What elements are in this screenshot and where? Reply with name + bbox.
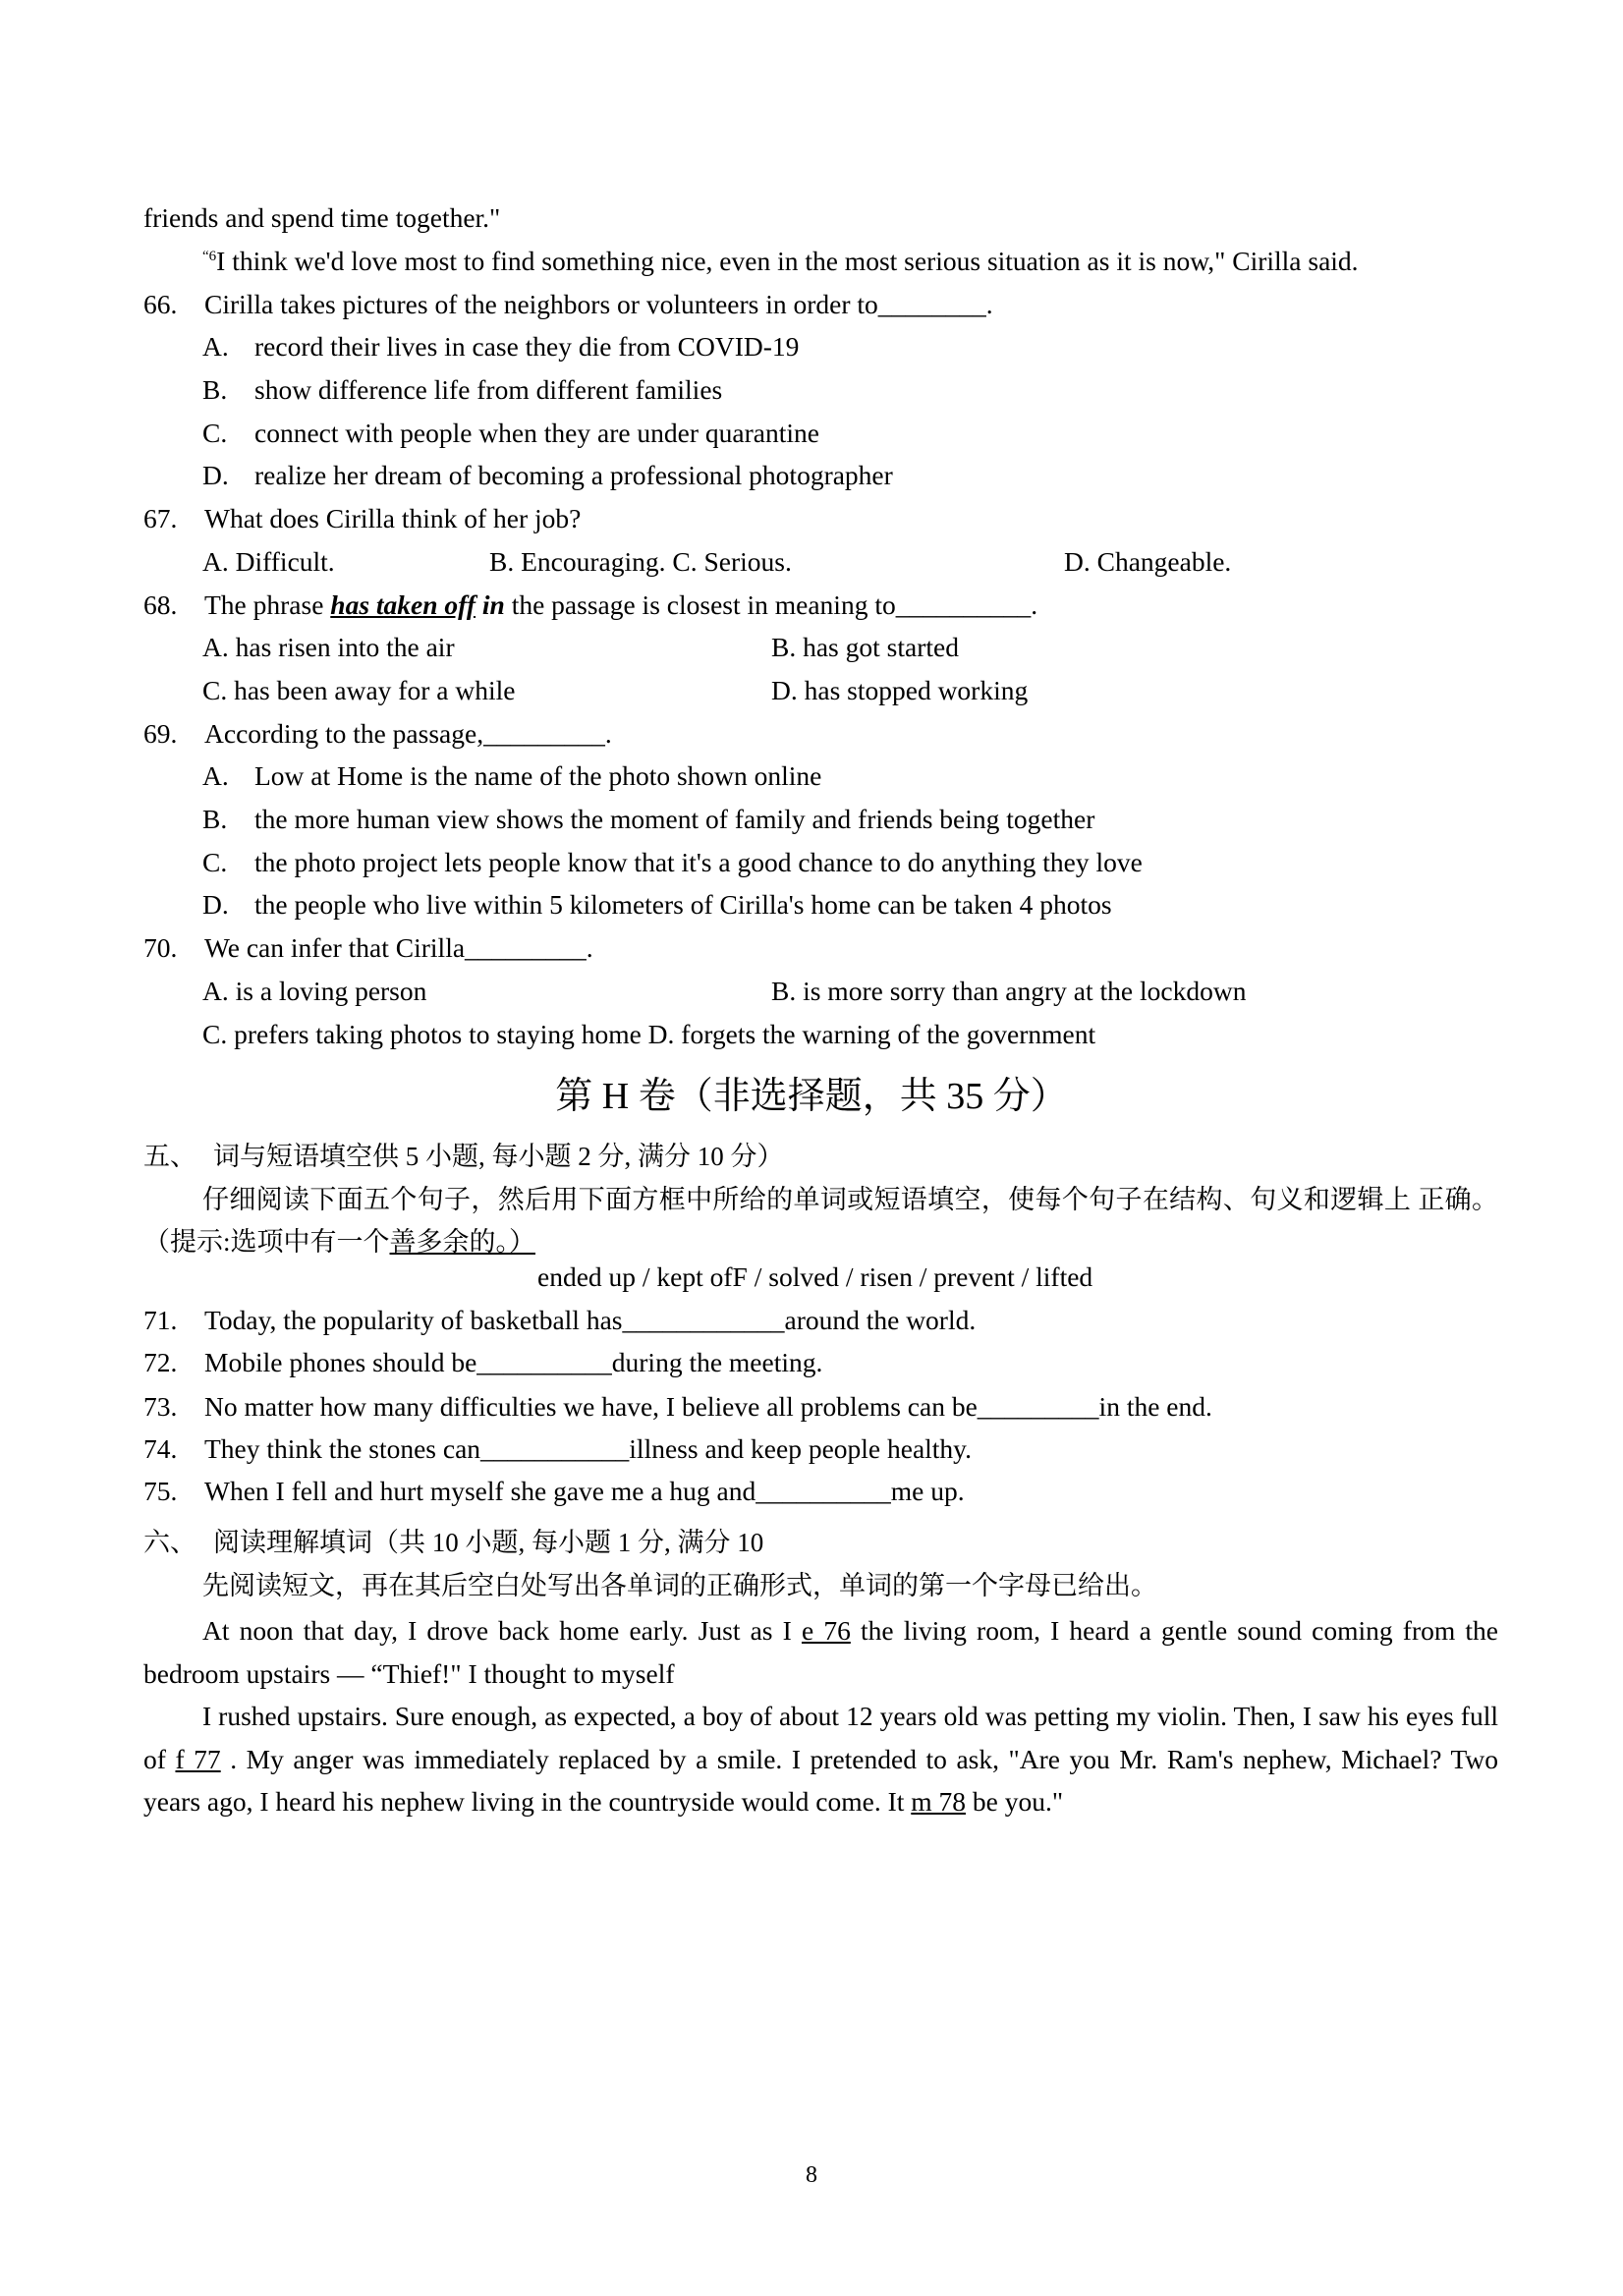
option-letter: A.: [202, 760, 229, 791]
hint-prefix: （提示:选项中有一个: [143, 1227, 390, 1257]
blank-77: f 77: [175, 1744, 221, 1774]
option-a: A. has risen into the air: [202, 632, 455, 662]
word-bank: [0, 1256, 1623, 1299]
paragraph-text: [143, 1738, 1498, 1781]
section-five-header: [0, 1135, 1623, 1178]
options-row: [0, 970, 1623, 1013]
item-text: Today, the popularity of basketball has____________around the world.: [204, 1305, 977, 1335]
text-segment: of: [143, 1744, 176, 1774]
question-stem: Cirilla takes pictures of the neighbors or volunteers in order to________.: [204, 289, 993, 319]
item-number: 71.: [143, 1305, 178, 1335]
option-b: B. is more sorry than angry at the lockdown: [771, 976, 1247, 1006]
item-text: Mobile phones should be__________during the meeting.: [204, 1347, 823, 1377]
paragraph-text: [143, 1780, 1063, 1823]
fill-item-71: [0, 1299, 1623, 1342]
passage-quote-line: [202, 240, 1359, 283]
question-number: 67.: [143, 503, 178, 533]
question-stem: What does Cirilla think of her job?: [204, 503, 582, 533]
option-text: record their lives in case they die from COVID-19: [254, 331, 800, 362]
instruction-text: 仔细阅读下面五个句子，然后用下面方框中所给的单词或短语填空，使每个句子在结构、句义和逻辑上 正确。: [202, 1185, 1498, 1214]
option-b: [0, 798, 1623, 841]
question-67: [0, 497, 1623, 540]
options-row: [0, 540, 1623, 584]
paragraph-line: [0, 1738, 1623, 1781]
item-number: 73.: [143, 1391, 178, 1422]
question-number: 66.: [143, 289, 178, 319]
paragraph-text: bedroom upstairs — “Thief!" I thought to myself: [143, 1658, 675, 1689]
section-title: 词与短语填空供 5 小题, 每小题 2 分, 满分 10 分）: [213, 1142, 784, 1171]
item-text: No matter how many difficulties we have, I believe all problems can be_________in the end.: [204, 1391, 1212, 1422]
paragraph-text: I rushed upstairs. Sure enough, as expected, a boy of about 12 years old was petting my violin. Then, I saw his eyes full: [202, 1701, 1498, 1731]
option-a: [0, 755, 1623, 798]
question-66: [0, 283, 1623, 326]
question-stem: [204, 584, 1037, 627]
highlighted-word: in: [476, 589, 505, 620]
option-text: show difference life from different families: [254, 374, 723, 405]
stem-text: The phrase: [204, 589, 331, 620]
paragraph-line: [0, 1695, 1623, 1738]
option-letter: B.: [202, 804, 228, 834]
highlighted-phrase: has taken off: [330, 589, 476, 620]
option-a: A. Difficult.: [202, 546, 335, 577]
paragraph-text: [202, 1609, 1498, 1652]
text-segment: years ago, I heard his nephew living in the countryside would come. It: [143, 1786, 912, 1817]
question-69: [0, 712, 1623, 756]
item-text: They think the stones can___________illness and keep people healthy.: [204, 1433, 973, 1464]
option-letter: A.: [202, 331, 229, 362]
fill-item-73: [0, 1385, 1623, 1428]
question-68: [0, 584, 1623, 627]
option-text: connect with people when they are under quarantine: [254, 418, 819, 448]
question-70: [0, 926, 1623, 970]
paragraph-line: [0, 1652, 1623, 1696]
question-number: 69.: [143, 718, 178, 749]
question-stem: We can infer that Cirilla_________.: [204, 932, 593, 963]
section-title: 阅读理解填词（共 10 小题, 每小题 1 分, 满分 10: [213, 1528, 764, 1557]
option-text: the more human view shows the moment of family and friends being together: [254, 804, 1095, 834]
option-c: C. has been away for a while: [202, 675, 516, 705]
fill-item-75: [0, 1470, 1623, 1513]
passage-line: [0, 196, 1623, 240]
section-number: 五、: [143, 1142, 196, 1171]
option-b: B. has got started: [771, 632, 959, 662]
text-segment: the living room, I heard a gentle sound coming from the: [850, 1615, 1498, 1646]
options-row: [0, 626, 1623, 669]
question-number: 68.: [143, 589, 178, 620]
option-d: D. Changeable.: [1064, 546, 1232, 577]
section-instruction: [0, 1564, 1623, 1607]
question-stem: According to the passage,_________.: [204, 718, 612, 749]
option-letter: C.: [202, 418, 228, 448]
option-d: [0, 454, 1623, 497]
section-instruction: [0, 1178, 1623, 1221]
option-a: A. is a loving person: [202, 976, 427, 1006]
option-d: [0, 883, 1623, 926]
blank-78: m 78: [911, 1786, 967, 1817]
option-b: [0, 368, 1623, 412]
option-c: [0, 412, 1623, 455]
option-c-d: C. prefers taking photos to staying home D. forgets the warning of the government: [202, 1019, 1096, 1049]
item-number: 72.: [143, 1347, 178, 1377]
passage-line: [0, 240, 1623, 283]
option-letter: D.: [202, 889, 229, 920]
option-letter: B.: [202, 374, 228, 405]
passage-text: friends and spend time together.": [143, 202, 501, 233]
quote-mark: “6: [202, 248, 217, 264]
option-text: Low at Home is the name of the photo shown online: [254, 760, 822, 791]
fill-item-72: [0, 1341, 1623, 1384]
option-a: [0, 325, 1623, 368]
fill-item-74: [0, 1428, 1623, 1471]
passage-text: I think we'd love most to find something nice, even in the most serious situation as it is now," Cirilla said.: [216, 246, 1359, 276]
blank-76: e 76: [801, 1615, 851, 1646]
text-segment: . My anger was immediately replaced by a smile. I pretended to ask, "Are you Mr. Ram's nephew, Michael? Two: [220, 1744, 1498, 1774]
option-letter: C.: [202, 847, 228, 877]
paragraph-line: [0, 1780, 1623, 1823]
item-text: When I fell and hurt myself she gave me a hug and__________me up.: [204, 1476, 965, 1506]
options-row: [0, 1013, 1623, 1056]
text-segment: At noon that day, I drove back home early. Just as I: [202, 1615, 802, 1646]
option-b-c: B. Encouraging. C. Serious.: [489, 546, 792, 577]
item-number: 74.: [143, 1433, 178, 1464]
paragraph-line: [0, 1609, 1623, 1652]
option-d: D. has stopped working: [771, 675, 1029, 705]
options-row: [0, 669, 1623, 712]
option-text: the people who live within 5 kilometers of Cirilla's home can be taken 4 photos: [254, 889, 1112, 920]
section-number: 六、: [143, 1528, 196, 1557]
stem-text: the passage is closest in meaning to__________.: [504, 589, 1038, 620]
instruction-text: 先阅读短文，再在其后空白处写出各单词的正确形式，单词的第一个字母已给出。: [202, 1571, 1157, 1600]
option-text: realize her dream of becoming a professional photographer: [254, 460, 893, 490]
word-bank-text: ended up / kept ofF / solved / risen / prevent / lifted: [537, 1261, 1093, 1292]
part-heading: 第 H 卷（非选择题，共 35 分）: [555, 1076, 1068, 1117]
question-number: 70.: [143, 932, 178, 963]
item-number: 75.: [143, 1476, 178, 1506]
option-c: [0, 841, 1623, 884]
page-number: 8: [806, 2162, 817, 2188]
hint-underlined: 善多余的。）: [389, 1227, 536, 1257]
section-six-header: [0, 1521, 1623, 1564]
option-letter: D.: [202, 460, 229, 490]
text-segment: be you.": [966, 1786, 1064, 1817]
option-text: the photo project lets people know that it's a good chance to do anything they love: [254, 847, 1143, 877]
